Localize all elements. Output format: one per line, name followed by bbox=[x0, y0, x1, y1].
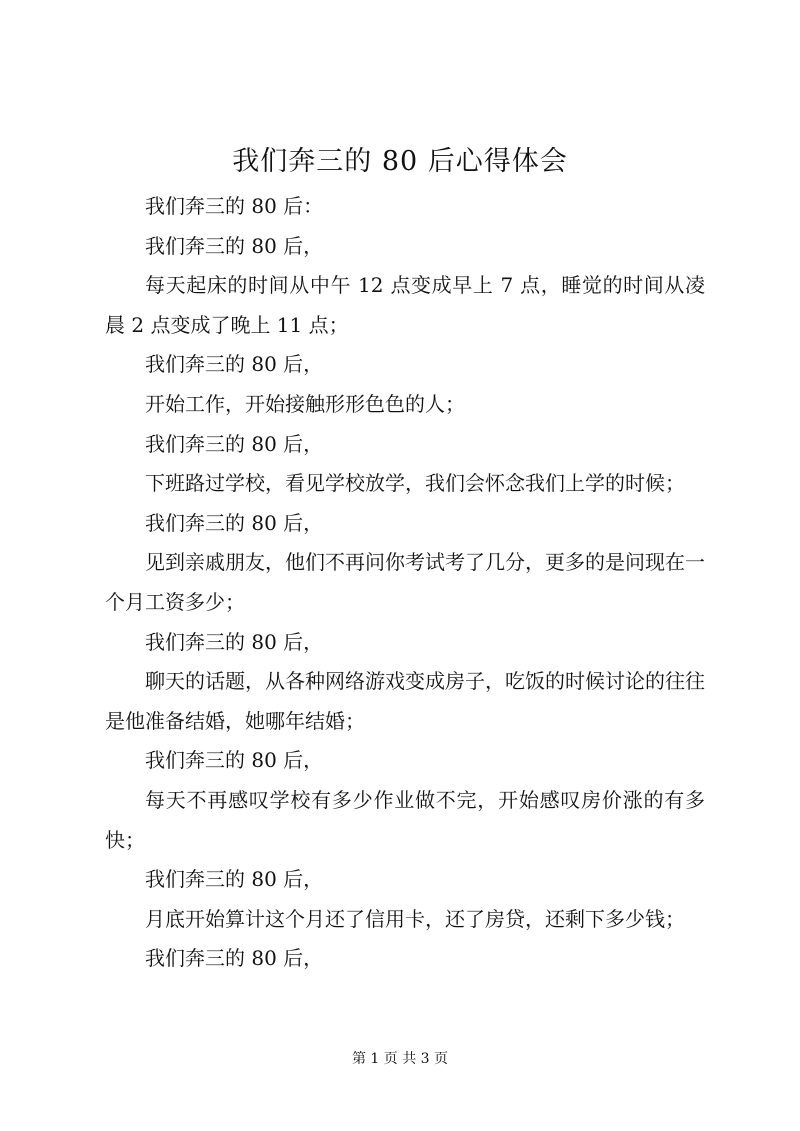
paragraph: 我们奔三的 80 后， bbox=[145, 629, 324, 654]
paragraph: 我们奔三的 80 后， bbox=[145, 352, 324, 377]
paragraph: 每天起床的时间从中午 12 点变成早上 7 点，睡觉的时间从凌晨 2 点变成了晚上 11 点； bbox=[105, 273, 705, 337]
paragraph: 见到亲戚朋友，他们不再问你考试考了几分，更多的是问现在一个月工资多少； bbox=[105, 550, 705, 614]
paragraph: 我们奔三的 80 后， bbox=[145, 431, 324, 456]
document-title: 我们奔三的 80 后心得体会 bbox=[232, 146, 568, 177]
document-body bbox=[105, 187, 705, 979]
paragraph: 下班路过学校，看见学校放学，我们会怀念我们上学的时候； bbox=[145, 471, 685, 496]
paragraph: 我们奔三的 80 后， bbox=[145, 946, 324, 971]
paragraph: 开始工作，开始接触形形色色的人； bbox=[145, 391, 465, 416]
paragraph: 我们奔三的 80 后： bbox=[145, 194, 324, 218]
page-footer: 第 1 页 共 3 页 bbox=[351, 1051, 449, 1067]
paragraph: 每天不再感叹学校有多少作业做不完，开始感叹房价涨的有多快； bbox=[105, 787, 705, 852]
paragraph: 月底开始算计这个月还了信用卡，还了房贷，还剩下多少钱； bbox=[145, 906, 685, 931]
paragraph: 我们奔三的 80 后， bbox=[145, 510, 324, 535]
paragraph: 我们奔三的 80 后， bbox=[145, 867, 324, 892]
paragraph: 我们奔三的 80 后， bbox=[145, 233, 324, 258]
paragraph: 聊天的话题，从各种网络游戏变成房子，吃饭的时候讨论的往往是他准备结婚，她哪年结婚； bbox=[105, 669, 705, 733]
paragraph: 我们奔三的 80 后， bbox=[145, 748, 324, 773]
